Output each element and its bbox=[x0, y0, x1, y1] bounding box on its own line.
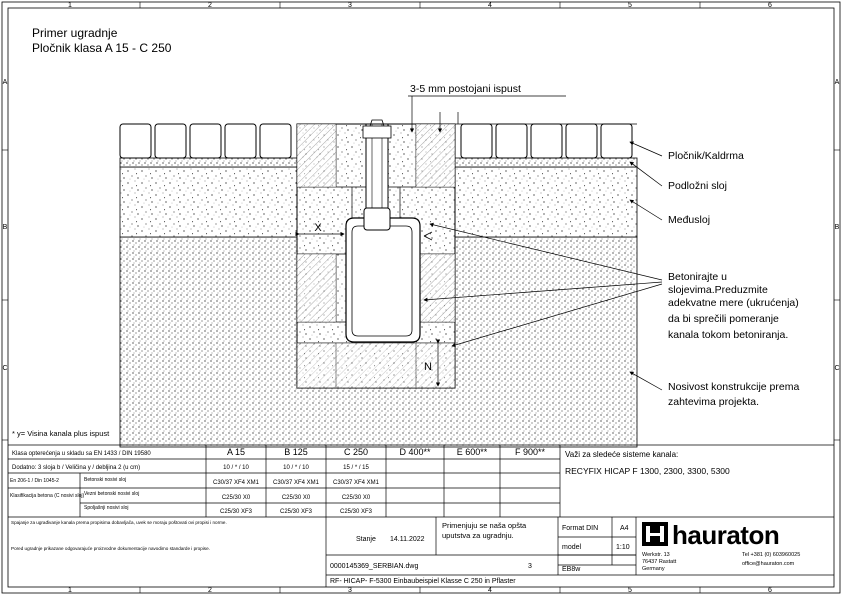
row-c2-b: C25/30 X0 bbox=[281, 495, 311, 501]
cross-section bbox=[120, 120, 637, 447]
row-c1-b: C30/37 XF4 XM1 bbox=[272, 480, 320, 486]
dim-n-label: N bbox=[424, 361, 432, 373]
grid-col-3-bottom: 3 bbox=[348, 587, 352, 594]
grid-col-4: 4 bbox=[488, 2, 492, 9]
grid-col-6-bottom: 6 bbox=[768, 587, 772, 594]
drawing-code: EB8w bbox=[562, 566, 581, 573]
dim-x-label: X bbox=[314, 222, 322, 234]
drawing-subtitle: Pločnik klasa A 15 - C 250 bbox=[32, 41, 172, 55]
note-2: Pored ugradnje prikazane odgovarajuće proizvodne dokumentacije navodimo standarde i propise. bbox=[11, 546, 210, 551]
class-d400: D 400** bbox=[399, 447, 431, 457]
class-b125: B 125 bbox=[284, 447, 308, 457]
grid-row-c: C bbox=[2, 365, 8, 372]
system-label: Važi za sledeće sisteme kanala: bbox=[565, 450, 679, 459]
callout-load-2: zahtevima projekta. bbox=[668, 396, 760, 408]
grid-row-c-right: C bbox=[834, 365, 840, 372]
model-label: model bbox=[562, 544, 582, 551]
callout-load-1: Nosivost konstrukcije prema bbox=[668, 381, 800, 393]
row-dims-a: 10 / * / 10 bbox=[223, 465, 249, 471]
drawing-caption: RF- HICAP- F-5300 Einbaubeispiel Klasse C 250 in Pflaster bbox=[330, 578, 516, 585]
system-value: RECYFIX HICAP F 1300, 2300, 3300, 5300 bbox=[565, 466, 730, 476]
group-label-2: Klasifikacija betona (C nosivi sloj) bbox=[10, 493, 85, 499]
row-c1-label: Betonski nosivi sloj bbox=[84, 477, 127, 483]
note-1: Spajanje za ugrađivanje kanala prema propisima dobavljača, uvek se moraju poštovati ovi propisi i norme. bbox=[11, 520, 227, 525]
grid-col-2: 2 bbox=[208, 2, 212, 9]
grid-col-1: 1 bbox=[68, 2, 72, 9]
row-c3-b: C25/30 XF3 bbox=[279, 509, 313, 515]
class-a15: A 15 bbox=[226, 447, 246, 457]
row-c1-c: C30/37 XF4 XM1 bbox=[332, 480, 380, 486]
table-header-label: Klasa opterećenja u skladu sa EN 1433 / DIN 19580 bbox=[12, 451, 151, 457]
row-c2-label: Vezni betonski nosivi sloj bbox=[84, 491, 140, 497]
grid-col-6: 6 bbox=[768, 2, 772, 9]
callout-concrete-5: kanala tokom betoniranja. bbox=[668, 329, 789, 341]
row-dims-b: 10 / * / 10 bbox=[283, 465, 309, 471]
class-f900: F 900** bbox=[514, 447, 546, 457]
row-dims-label: Dodatno: 3 sloja b / Veličina y / debljina 2 (u cm) bbox=[12, 465, 141, 471]
grid-col-5: 5 bbox=[628, 2, 632, 9]
grid-row-b-right: B bbox=[834, 224, 840, 231]
stanje-date: 14.11.2022 bbox=[390, 536, 425, 543]
class-c250: C 250 bbox=[343, 447, 369, 457]
callout-concrete-2: slojevima.Preduzmite bbox=[668, 284, 768, 296]
row-dims-c: 15 / * / 15 bbox=[343, 465, 369, 471]
callout-paving: Pločnik/Kaldrma bbox=[668, 150, 744, 162]
footnote: * y= Visina kanala plus ispust bbox=[12, 429, 110, 438]
stanje-label: Stanje bbox=[356, 536, 376, 543]
row-c1-a: C30/37 XF4 XM1 bbox=[212, 480, 260, 486]
row-c3-a: C25/30 XF3 bbox=[219, 509, 253, 515]
callout-intermediate: Međusloj bbox=[668, 214, 711, 226]
mid-note-1: Primenjuju se naša opšta bbox=[442, 521, 527, 530]
company-tel: Tel +381 (0) 603960025 bbox=[742, 552, 801, 558]
grid-col-4-bottom: 4 bbox=[488, 587, 492, 594]
company-addr3: Germany bbox=[642, 566, 665, 572]
format-value: A4 bbox=[620, 525, 629, 532]
row-c3-label: Spoljašnji nosivi sloj bbox=[84, 505, 129, 511]
row-c2-c: C25/30 X0 bbox=[341, 495, 371, 501]
format-label: Format DIN bbox=[562, 525, 599, 532]
company-addr2: 76437 Rastatt bbox=[642, 559, 677, 565]
grid-col-1-bottom: 1 bbox=[68, 587, 72, 594]
company-mail: office@hauraton.com bbox=[742, 561, 795, 567]
drawing-title: Primer ugradnje bbox=[32, 26, 118, 40]
callout-concrete-4: da bi sprečili pomeranje bbox=[668, 313, 779, 325]
group-label-1: En 206-1 / Din 1045-2 bbox=[10, 478, 59, 484]
grid-row-a: A bbox=[2, 79, 8, 86]
callout-concrete-1: Betonirajte u bbox=[668, 271, 727, 283]
callout-bedding: Podložni sloj bbox=[668, 180, 727, 192]
scale-value: 1:10 bbox=[616, 544, 630, 551]
file-name: 0000145369_SERBIAN.dwg bbox=[330, 563, 419, 570]
grid-col-3: 3 bbox=[348, 2, 352, 9]
hauraton-logo bbox=[642, 520, 779, 550]
row-c2-a: C25/30 X0 bbox=[221, 495, 251, 501]
company-name: hauraton bbox=[672, 520, 780, 550]
grid-col-5-bottom: 5 bbox=[628, 587, 632, 594]
grid-row-b: B bbox=[2, 224, 8, 231]
class-e600: E 600** bbox=[456, 447, 488, 457]
mid-note-2: uputstva za ugradnju. bbox=[442, 531, 514, 540]
sheet-number: 3 bbox=[528, 563, 532, 570]
callout-top: 3-5 mm postojani ispust bbox=[410, 83, 521, 95]
row-c3-c: C25/30 XF3 bbox=[339, 509, 373, 515]
grid-row-a-right: A bbox=[834, 79, 840, 86]
grid-col-2-bottom: 2 bbox=[208, 587, 212, 594]
company-addr1: Werkstr. 13 bbox=[642, 552, 670, 558]
callout-concrete-3: adekvatne mere (ukrućenja) bbox=[668, 297, 799, 309]
